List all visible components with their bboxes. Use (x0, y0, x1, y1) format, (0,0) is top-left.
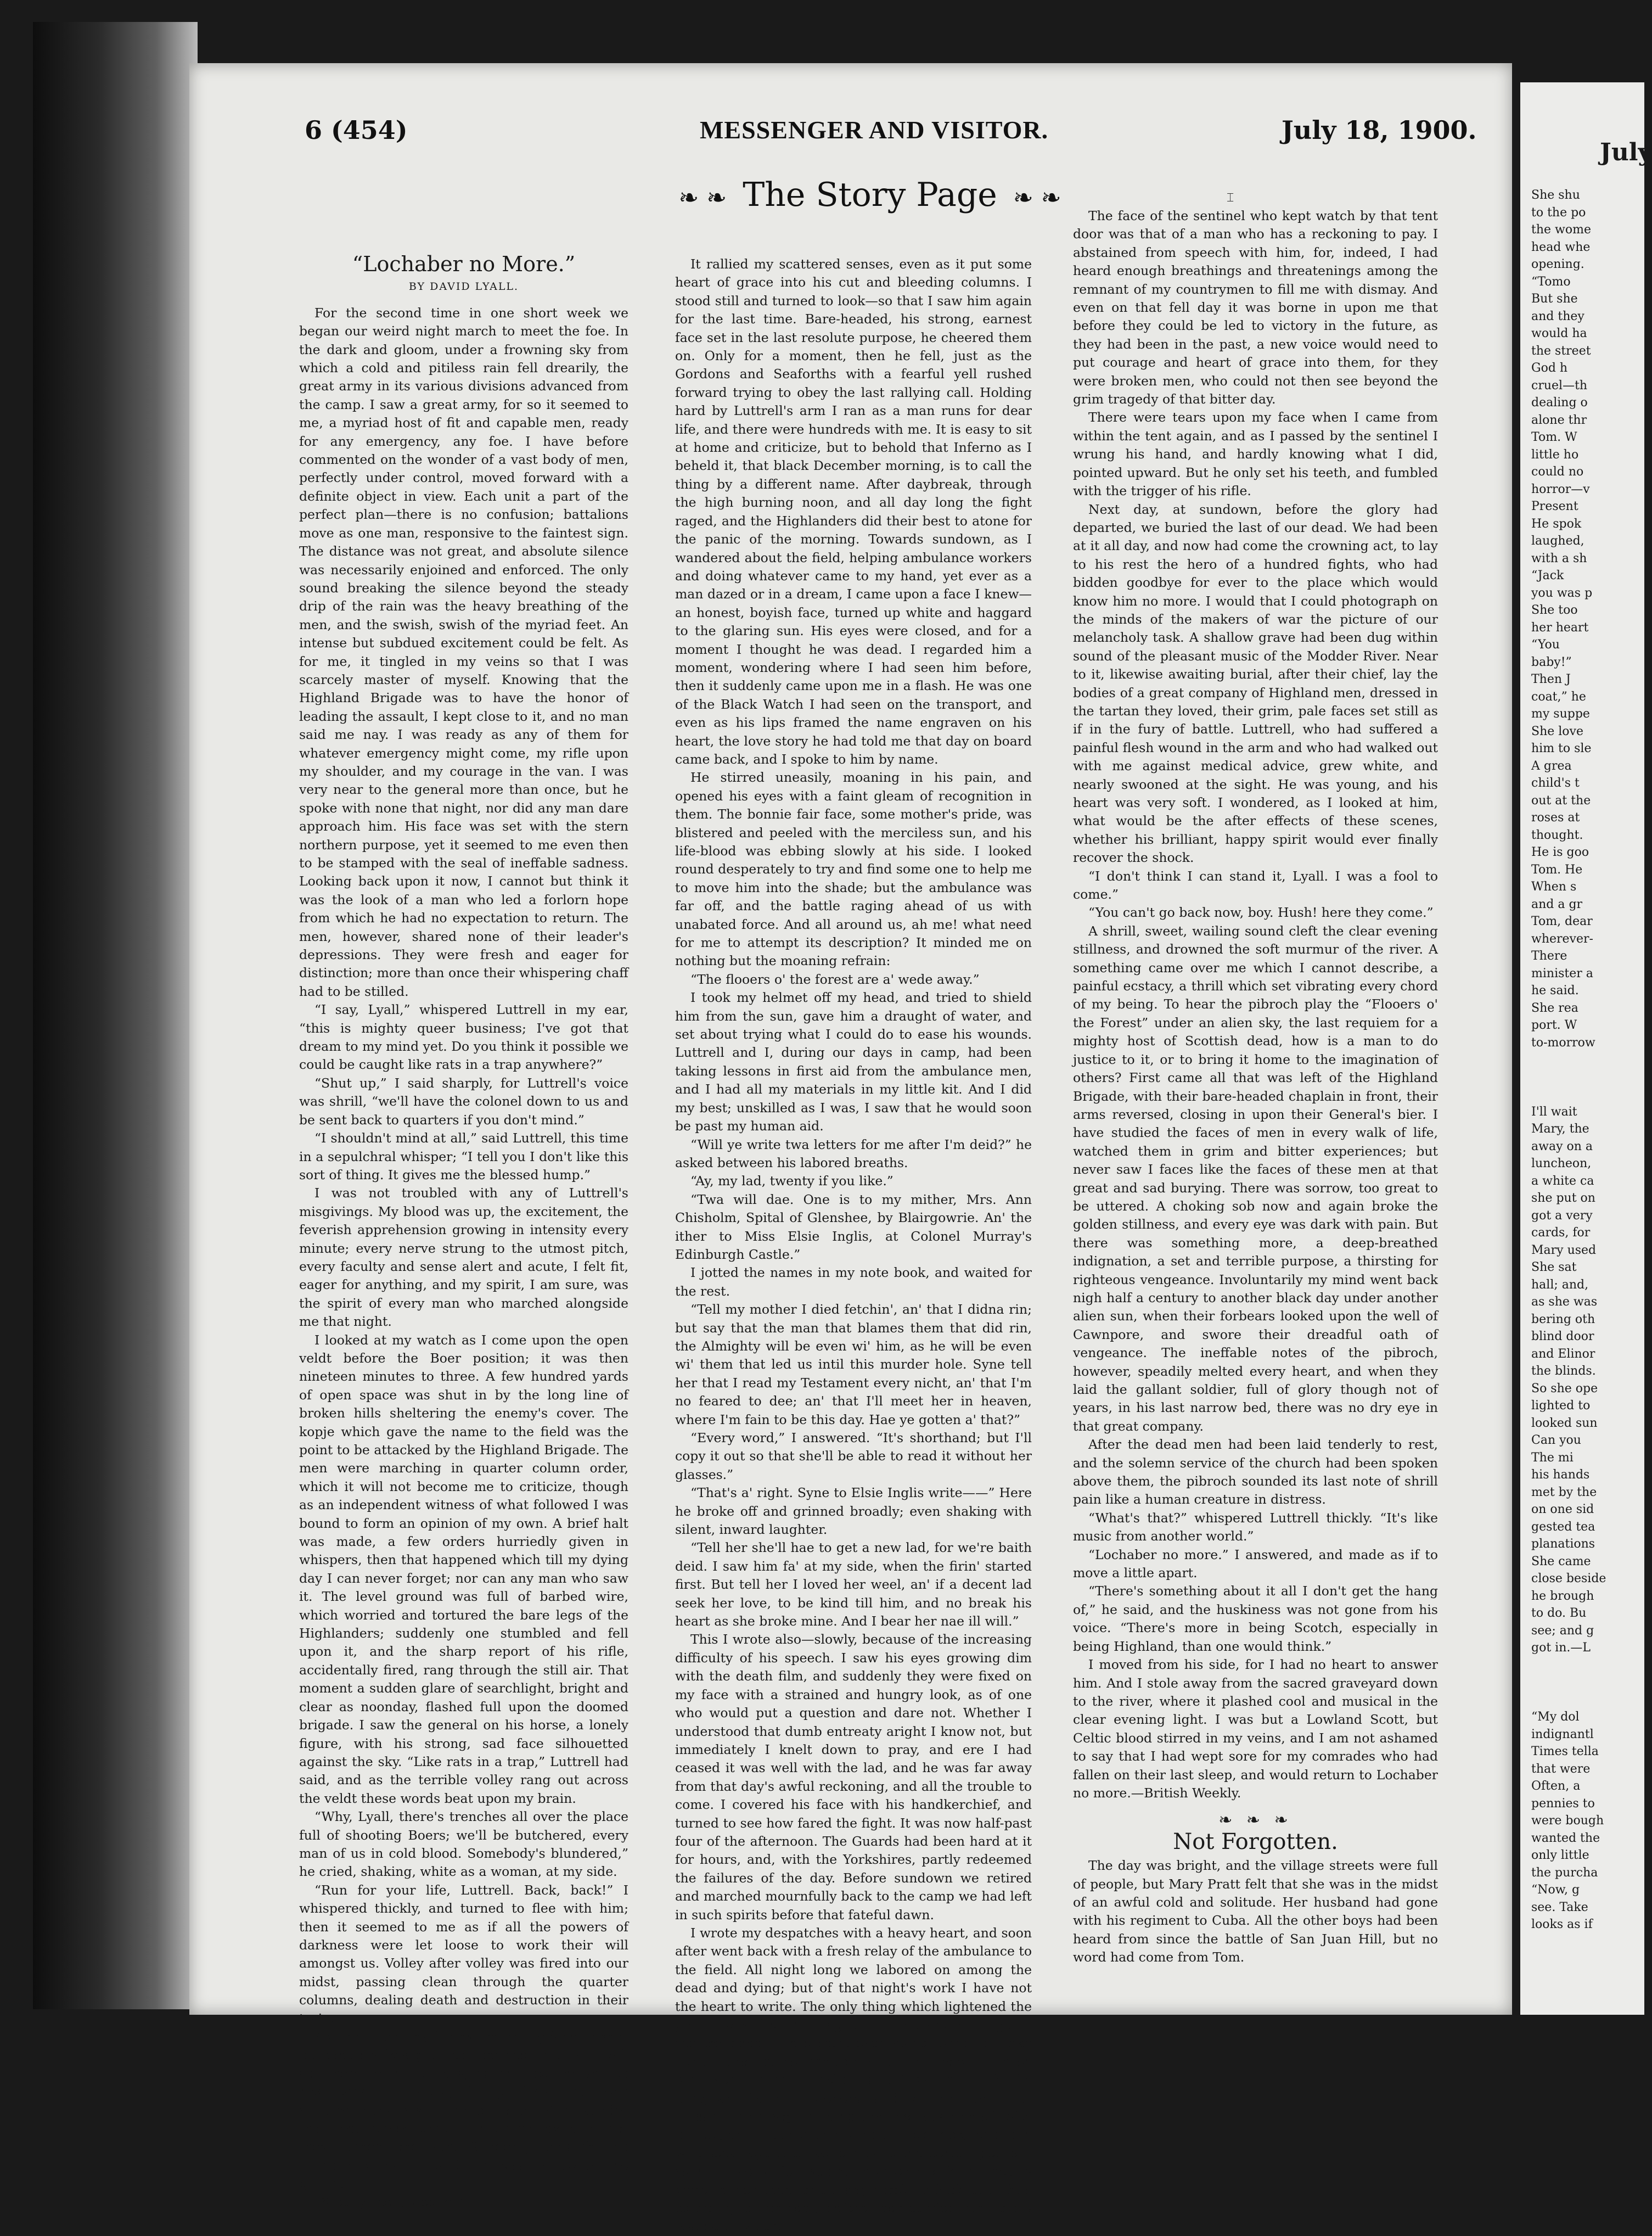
text-line: Mary, the (1531, 1122, 1589, 1136)
text-line: opening. (1531, 257, 1584, 271)
paragraph: It rallied my scattered senses, even as it put some heart of grace into his cut and bleeding columns. I stood still and turned to look—so that I saw him again for the last time. Bare-headed, his strong, earnest face set in the last resolute purpose, he cheered them on. Only for a moment, then he fell, just as the Gordons and Seaforths with a fearful yell rushed forward trying to obey the last rallying call. Holding hard by Luttrell's arm I ran as a man runs for dear life, and there were hundreds with me. It is easy to sit at home and criticize, but to behold that Inferno as I beheld it, that black December morning, is to call the thing by a different name. After daybreak, through the high burning noon, and all day long the fight raged, and the Highlanders did their best to atone for the panic of the morning. Towards sundown, as I wandered about the field, helping ambulance workers and doing whatever came to my hand, yet ever as a man dazed or in a dream, I came upon a face I knew—an honest, boyish face, turned up white and haggard to the glaring sun. His eyes were closed, and for a moment I thought he was dead. I regarded him a moment, wondering where I had seen him before, then it suddenly came upon me in a flash. He was one of the Black Watch I had seen on the transport, and even as his lips framed the name engraven on his heart, the love story he had told me that day on board came back, and I spoke to him by name. (675, 256, 1032, 767)
text-line: baby!” (1531, 655, 1572, 669)
paragraph: I took my helmet off my head, and tried to shield him from the sun, gave him a draught of water, and set about trying what I could do to ease his wounds. Luttrell and I, during our days in camp, had been taking lessons in first aid from the ambulance men, and I had all my materials in my little kit. And I did my best; unskilled as I was, I saw that he would soon be past my human aid. (675, 990, 1032, 1134)
book-spine (33, 22, 198, 2009)
newspaper-title: MESSENGER AND VISITOR. (700, 116, 1049, 144)
text-line: Then J (1531, 673, 1571, 686)
text-line: A grea (1531, 759, 1572, 773)
text-line: he brough (1531, 1589, 1594, 1603)
text-line: When s (1531, 880, 1577, 894)
next-page-text (1531, 187, 1644, 1934)
text-line: lighted to (1531, 1399, 1591, 1413)
paragraph: A shrill, sweet, wailing sound cleft the clear evening stillness, and drowned the soft murmur of the river. A something came over me which I cannot describe, a painful ecstacy, a thrill which set vibrating every chord of my being. To hear the pibroch play the “Flooers o' the Forest” under an alien sky, the last requiem for a mighty host of Scottish dead, how is a man to do justice to it, or to bring it home to the imagination of others? First came all that was left of the Highland Brigade, with their bare-headed chaplain in front, their arms reversed, closing in upon their General's bier. I have studied the faces of men in every walk of life, watched them in grim and bitter experiences; but never saw I faces like the faces of these men at that great and sad burying. There was sorrow, too great to be uttered. A choking sob now and again broke the golden stillness, and every eye was dark with pain. But there was something more, a deep-breathed indignation, a set and terrible purpose, a thirsting for righteous vengeance. Involuntarily my mind went back nigh half a century to another black day under another alien sun, when their forbears looked upon the well of Cawnpore, and swore their dreadful oath of vengeance. The ineffable notes of the pibroch, however, speadily melted every heart, and when they laid the gallant soldier, full of glory though not of years, in his last narrow bed, there was no dry eye in that great company. (1073, 923, 1438, 1434)
text-line: roses at (1531, 811, 1580, 825)
text-line: the purcha (1531, 1865, 1598, 1880)
fleuron-divider-icon: ❧ ❧ ❧ (1218, 1811, 1293, 1830)
text-line: blind door (1531, 1330, 1594, 1343)
text-line: “You (1531, 638, 1560, 652)
text-line: Often, a (1531, 1779, 1581, 1793)
text-line: luncheon, (1531, 1157, 1592, 1170)
text-line: see; and g (1531, 1623, 1594, 1638)
text-line: my suppe (1531, 707, 1590, 721)
paragraph: “Every word,” I answered. “It's shorthand; but I'll copy it out so that she'll be able to read it without her glasses.” (675, 1430, 1032, 1482)
page-number: 6 (454) (305, 115, 408, 145)
paragraph: This I wrote also—slowly, because of the increasing difficulty of his speech. I saw his eyes growing dim with the death film, and suddenly they were fixed on my face with a strained and hungry look, as of one who would put a question and dare not. Whether I understood that dumb entreaty aright I know not, but immediately I knelt down to pray, and ere I had ceased it was well with the lad, and he was far away from that day's awful reckoning, and all the trouble to come. I covered his face with his handkerchief, and turned to see how fared the fight. It was now half-past four of the afternoon. The Guards had been hard at it for hours, and, with the Yorkshires, partly redeemed the failures of the day. Before sundown we retired and marched mournfully back to the camp we had left in such spirits before that fateful dawn. (675, 1632, 1032, 1923)
newspaper-page (189, 63, 1512, 2234)
text-line: minister a (1531, 966, 1593, 980)
paragraph: The day was bright, and the village streets were full of people, but Mary Pratt felt that she was in the midst of an awful cold and solitude. Her husband had gone with his regiment to Cuba. All the other boys had been heard from since the battle of San Juan Hill, but no word had come from Tom. (1073, 1858, 1438, 1965)
text-line: away on a (1531, 1139, 1593, 1153)
text-line: looks as if (1531, 1918, 1593, 1931)
text-line: head whe (1531, 240, 1591, 254)
text-line: “Now, g (1531, 1883, 1580, 1897)
paragraph: “Tell my mother I died fetchin', an' that I didna rin; but say that the man that blames them that did rin, the Almighty will be even wi' him, as he will be even wi' them that led us intil this murder hole. Syne tell her that I read my Testament every nicht, an' that I'm no feared to dee; an' that I'll meet her in heaven, where I'm fain to be this day. Hae ye gotten a' that?” (675, 1302, 1032, 1427)
text-line: The mi (1531, 1450, 1574, 1465)
text-line: the wome (1531, 223, 1591, 237)
text-line: got a very (1531, 1208, 1593, 1223)
text-line: with a sh (1531, 551, 1587, 565)
paragraph: As I ran I put my hands before my face to shut out the ghastly sight. But I see them still, and will see them while life lasts, being mown down like ripe ears in harvest, falling thick upon one another in that awful rain of death. What wonder that they reeled under the shock, ay, and that they turned and ran. Suddenly through the horrible chaos I heard the clear voice of the general— (299, 2029, 628, 2192)
paragraph: “There's something about it all I don't get the hang of,” he said, and the huskiness was not gone from his voice. “There's more in being Scotch, especially in being Highland, than one would think.” (1073, 1583, 1438, 1654)
paragraph: “What's that?” whispered Luttrell thickly. “It's like music from another world.” (1073, 1510, 1438, 1544)
next-page-edge (1520, 82, 1652, 2015)
text-line: and Elinor (1531, 1347, 1595, 1361)
text-line: child's t (1531, 776, 1580, 790)
text-line: he said. (1531, 984, 1579, 997)
text-line: wanted the (1531, 1831, 1600, 1845)
section-title: The Story Page (743, 176, 997, 214)
mouse-cursor-icon: ⌶ (1227, 191, 1234, 205)
text-line (1531, 1086, 1644, 1103)
text-line: to do. Bu (1531, 1606, 1587, 1620)
text-line: Can you (1531, 1433, 1581, 1447)
paragraph: I wrote my despatches with a heavy heart, and soon after went back with a fresh relay of the ambulance to the field. All night long we labored on among the dead and dying; but of that night's work I have not the heart to write. The only thing which lightened the gloom was the unfailing endurance and courage of the wounded. There were even some found to make light of their pains, and to have a joke ready for those who were trying to help them. I was not with the party who found the General, and took him home; but I heard them say in camp that he was riddled with bullets, and that his face wore a placid look, as of one who sees beyond these terrors to the perfect peace. I asked leave, which was not demied me (for all hearts were tender then, and many sore), to look upon him as he lay in his tent, before they carried him to his last narrow bed. (675, 1925, 1032, 2234)
paragraph: “Run for your life, Luttrell. Back, back!” I whispered thickly, and turned to flee with him; then it seemed to me as if all the powers of darkness were let loose to work their will amongst us. Volley after volley was fired into our midst, passing clean through the quarter columns, dealing death and destruction in their train. (299, 1882, 628, 2026)
text-line: laughed, (1531, 534, 1584, 548)
text-line: to the po (1531, 205, 1586, 220)
text-line: only little (1531, 1848, 1589, 1862)
paragraph: “Steady, men, steady!” (314, 2194, 464, 2210)
text-line: and a gr (1531, 897, 1583, 911)
paragraph: I was not troubled with any of Luttrell's misgivings. My blood was up, the excitement, the feverish apprehension growing in intensity every minute; every nerve strung to the utmost pitch, every faculty and sense alert and acute, I felt fit, eager for anything, and my spirit, I am sure, was the spirit of every man who marched alongside me that night. (299, 1185, 628, 1330)
fleuron-right-icon: ❧ ❧ (1013, 184, 1061, 212)
text-line: bering oth (1531, 1312, 1595, 1326)
paragraph: “I say, Lyall,” whispered Luttrell in my ear, “this is mighty queer business; I've got that dream to my mind yet. Do you think it possible we could be caught like rats in a trap anywhere?” (299, 1002, 628, 1073)
text-line: his hands (1531, 1468, 1590, 1482)
text-line: pennies to (1531, 1796, 1595, 1811)
column-2 (675, 255, 1032, 2236)
text-line: wherever- (1531, 932, 1593, 946)
text-line: “Jack (1531, 569, 1564, 582)
text-line: that were (1531, 1762, 1591, 1776)
text-line: the street (1531, 344, 1591, 358)
text-line: Tom, dear (1531, 915, 1593, 928)
fleuron-left-icon: ❧ ❧ (678, 184, 727, 212)
text-line: see. Take (1531, 1900, 1588, 1914)
text-line: indignantl (1531, 1727, 1594, 1741)
paragraph: “Why, Lyall, there's trenches all over the place full of shooting Boers; we'll be butchered, every man of us in cold blood. Somebody's blundered,” he cried, shaking, white as a woman, at my side. (299, 1809, 628, 1880)
text-line: gested tea (1531, 1520, 1595, 1534)
text-line (1531, 1051, 1644, 1069)
next-page-header: July (1600, 138, 1652, 166)
text-line: on one sid (1531, 1503, 1594, 1516)
text-line: So she ope (1531, 1381, 1598, 1396)
text-line: out at the (1531, 793, 1591, 808)
text-line: thought. (1531, 828, 1583, 842)
text-line: He is goo (1531, 845, 1589, 859)
text-line: God h (1531, 361, 1568, 375)
paragraph: “Twa will dae. One is to my mither, Mrs. Ann Chisholm, Spital of Glenshee, by Blairgowrie. An' the ither to Miss Elsie Inglis, at Colonel Murray's Edinburgh Castle.” (675, 1191, 1032, 1262)
text-line: the blinds. (1531, 1364, 1596, 1378)
text-line: “My dol (1531, 1710, 1580, 1724)
text-line: alone thr (1531, 413, 1587, 427)
text-line: cruel—th (1531, 378, 1588, 393)
paragraph: “The flooers o' the forest are a' wede away.” (690, 971, 980, 987)
paragraph: “Shut up,” I said sharply, for Luttrell's voice was shrill, “we'll have the colonel down to us and be sent back to quarters if you don't mind.” (299, 1075, 628, 1128)
text-line: She shu (1531, 188, 1580, 202)
text-line: She came (1531, 1554, 1591, 1568)
text-line: him to sle (1531, 742, 1592, 755)
paragraph: “Will ye write twa letters for me after I'm deid?” he asked between his labored breaths. (675, 1136, 1032, 1170)
text-line: planations (1531, 1537, 1595, 1551)
text-line: close beside (1531, 1572, 1606, 1585)
text-line: as she was (1531, 1295, 1598, 1309)
text-line: little ho (1531, 447, 1579, 462)
text-line: There (1531, 949, 1567, 963)
text-line: Present (1531, 500, 1578, 513)
text-line: to-morrow (1531, 1035, 1595, 1050)
paragraph: “Ay, my lad, twenty if you like.” (690, 1173, 894, 1189)
text-line: Mary used (1531, 1243, 1597, 1257)
text-line: Tom. He (1531, 862, 1583, 877)
text-line: coat,” he (1531, 690, 1586, 704)
paragraph: After the dead men had been laid tenderly to rest, and the solemn service of the church had been spoken above them, the pibroch sounded its last note of shrill pain like a human creature in distress. (1073, 1437, 1438, 1508)
text-line: dealing o (1531, 396, 1588, 410)
text-line: hall; and, (1531, 1277, 1589, 1292)
paragraph: “That's a' right. Syne to Elsie Inglis write——” Here he broke off and grinned broadly; even shaking with silent, inward laughter. (675, 1485, 1032, 1538)
paragraph: I looked at my watch as I come upon the open veldt before the Boer position; it was then nineteen minutes to three. A few hundred yards of open space was shut in by the long line of broken hills sheltering the enemy's cover. The kopje which gave the name to the field was the point to be attacked by the Highland Brigade. The men were marching in quarter column order, which it will not become me to criticize, though as an independent witness of what followed I was bound to form an opinion of my own. A brief halt was made, a few orders hurriedly given in whispers, then that happened which till my dying day I can never forget; nor can any man who saw it. The level ground was full of barbed wire, which worried and tortured the bare legs of the Highlanders; suddenly one stumbled and fell upon it, and the sharp report of his rifle, accidentally fired, rang through the still air. That moment a sudden glare of searchlight, bright and clear as noonday, flashed full upon the doomed brigade. I saw the general on his horse, a lonely figure, with his strong, sad face silhouetted against the sky. “Like rats in a trap,” Luttrell had said, and as the terrible volley rang out across the veldt these words beat upon my brain. (299, 1332, 628, 1806)
paragraph: Next day, at sundown, before the glory had departed, we buried the last of our dead. We had been at it all day, and now had come the crowning act, to lay to his rest the hero of a hundred fights, who had bidden goodbye for ever to the place which would know him no more. I would that I could photograph on the minds of the makers of war the picture of our melancholy task. A shallow grave had been dug within sound of the pleasant music of the Modder River. Near to it, likewise awaiting burial, after their chief, lay the bodies of a great company of Highland men, dressed in the tartan they loved, their grim, pale faces set still as if in the fury of battle. Luttrell, who had suffered a painful flesh wound in the arm and who had walked out with me against medical advice, grew white, and nearly swooned at the sight. He was young, and his heart was very soft. I wondered, as I looked at him, what would be the after effects of these scenes, whether his brilliant, happy spirit would ever finally recover the shock. (1073, 501, 1438, 866)
text-line: Tom. W (1531, 430, 1577, 444)
text-line (1531, 1069, 1644, 1086)
issue-date: July 18, 1900. (1282, 115, 1477, 145)
paragraph: There were tears upon my face when I came from within the tent again, and as I passed by the sentinel I wrung his hand, and hardly knowing what I did, pointed upward. But he only set his teeth, and fumbled with the trigger of his rifle. (1073, 410, 1438, 499)
text-line: port. W (1531, 1018, 1577, 1032)
text-line (1531, 1657, 1644, 1674)
text-line: Times tella (1531, 1745, 1599, 1758)
story-title: “Lochaber no More.” (352, 252, 576, 276)
text-line: her heart (1531, 620, 1589, 635)
paragraph: “I don't think I can stand it, Lyall. I was a fool to come.” (1073, 868, 1438, 903)
text-line: looked sun (1531, 1416, 1598, 1430)
text-line: she put on (1531, 1191, 1595, 1205)
text-line: a white ca (1531, 1174, 1594, 1188)
text-line: I'll wait (1531, 1105, 1577, 1119)
column-1 (299, 252, 628, 2211)
text-line (1531, 1674, 1644, 1691)
text-line: She love (1531, 724, 1583, 738)
text-line: But she (1531, 292, 1578, 306)
paragraph: “Tell her she'll hae to get a new lad, for we're baith deid. I saw him fa' at my side, when the firin' started first. But tell her I loved her weel, an' if a decent lad seek her love, to be kind till him, and no break his heart as she broke mine. And I bear her nae ill will.” (675, 1540, 1032, 1629)
text-line: could no (1531, 465, 1584, 479)
text-line: cards, for (1531, 1226, 1591, 1240)
paragraph: “I shouldn't mind at all,” said Luttrell, this time in a sepulchral whisper; “I tell you I don't like this sort of thing. It gives me the blessed hump.” (299, 1130, 628, 1183)
text-line: would ha (1531, 327, 1587, 340)
text-line: She too (1531, 603, 1578, 617)
paragraph: I moved from his side, for I had no heart to answer him. And I stole away from the sacred graveyard down to the river, where it plashed cool and musical in the clear evening light. I was but a Lowland Scott, but Celtic blood stirred in my veins, and I am not ashamed to say that I had wept sore for my comrades who had fallen on their last sleep, and would return to Lochaber no more.—British Weekly. (1073, 1657, 1438, 1801)
text-line: and they (1531, 309, 1584, 323)
text-line: “Tomo (1531, 274, 1571, 289)
text-line: met by the (1531, 1485, 1597, 1499)
text-line: horror—v (1531, 482, 1590, 496)
text-line: got in.—L (1531, 1641, 1591, 1655)
paragraph: For the second time in one short week we began our weird night march to meet the foe. In the dark and gloom, under a frowning sky from which a cold and pitiless rain fell drearily, the great army in its various divisions advanced from the camp. I saw a great army, for so it seemed to me, a myriad host of fit and capable men, ready for any emergency, any foe. I have before commented on the wonder of a vast body of men, perfectly under control, moved forward with a definite object in view. Each unit a part of the perfect plan—there is no confusion; battalions move as one man, responsive to the faintest sign. The distance was not great, and absolute silence was necessarily enjoined and enforced. The only sound breaking the silence beyond the steady drip of the rain was the heavy breathing of the men, and the swish, swish of the myriad feet. An intense but subdued excitement could be felt. As for me, it tingled in my veins so that I was scarcely master of myself. Knowing that the Highland Brigade was to have the honor of leading the assault, I kept close to it, and no man said me nay. I was ready as any of them for whatever emergency might come, my rifle upon my shoulder, and my courage in the van. I was very near to the general more than once, but he spoke with none that night, nor did any man dare approach him. His face was set with the stern northern purpose, yet it seemed to me even then to be stamped with the seal of ineffable sadness. Looking back upon it now, I cannot but think it was the look of a man who led a forlorn hope from which he had no expectation to return. The men, however, shared none of their leader's depressions. They were fresh and eager for distinction; more than once their whispering chaff had to be stilled. (299, 305, 628, 999)
paragraph: I jotted the names in my note book, and waited for the rest. (675, 1265, 1032, 1299)
paragraph: “You can't go back now, boy. Hush! here they come.” (1088, 905, 1434, 921)
paragraph: He stirred uneasily, moaning in his pain, and opened his eyes with a faint gleam of recognition in them. The bonnie fair face, some mother's pride, was blistered and peeled with the merciless sun, and his life-blood was ebbing slowly at his side. I looked round desperately to try and find some one to help me to move him into the shade; but the ambulance was far off, and the battle raging ahead of us with unabated force. And all around us, ah me! what need for me to attempt its description? It minded me on nothing but the moaning refrain: (675, 770, 1032, 969)
text-line: were bough (1531, 1814, 1604, 1828)
story-title: Not Forgotten. (1173, 1829, 1338, 1854)
story-byline: BY DAVID LYALL. (408, 281, 519, 293)
paragraph: The face of the sentinel who kept watch by that tent door was that of a man who has a reckoning to pay. I abstained from speech with him, for, indeed, I had heard enough breathings and threatenings among the remnant of my countrymen to fill me with dismay. And even on that fell day it was borne in upon me that before they could be led to victory in the future, as they had been in the past, a new voice would need to put courage and heart of grace into them, for they were broken men, who could not then see beyond the grim tragedy of that bitter day. (1073, 208, 1438, 407)
text-line: She rea (1531, 1001, 1578, 1015)
text-line: He spok (1531, 517, 1582, 531)
text-line (1531, 1691, 1644, 1709)
column-3 (1073, 207, 1438, 1967)
text-line: She sat (1531, 1260, 1577, 1274)
paragraph: “Lochaber no more.” I answered, and made as if to move a little apart. (1073, 1546, 1438, 1581)
text-line: you was p (1531, 586, 1593, 600)
